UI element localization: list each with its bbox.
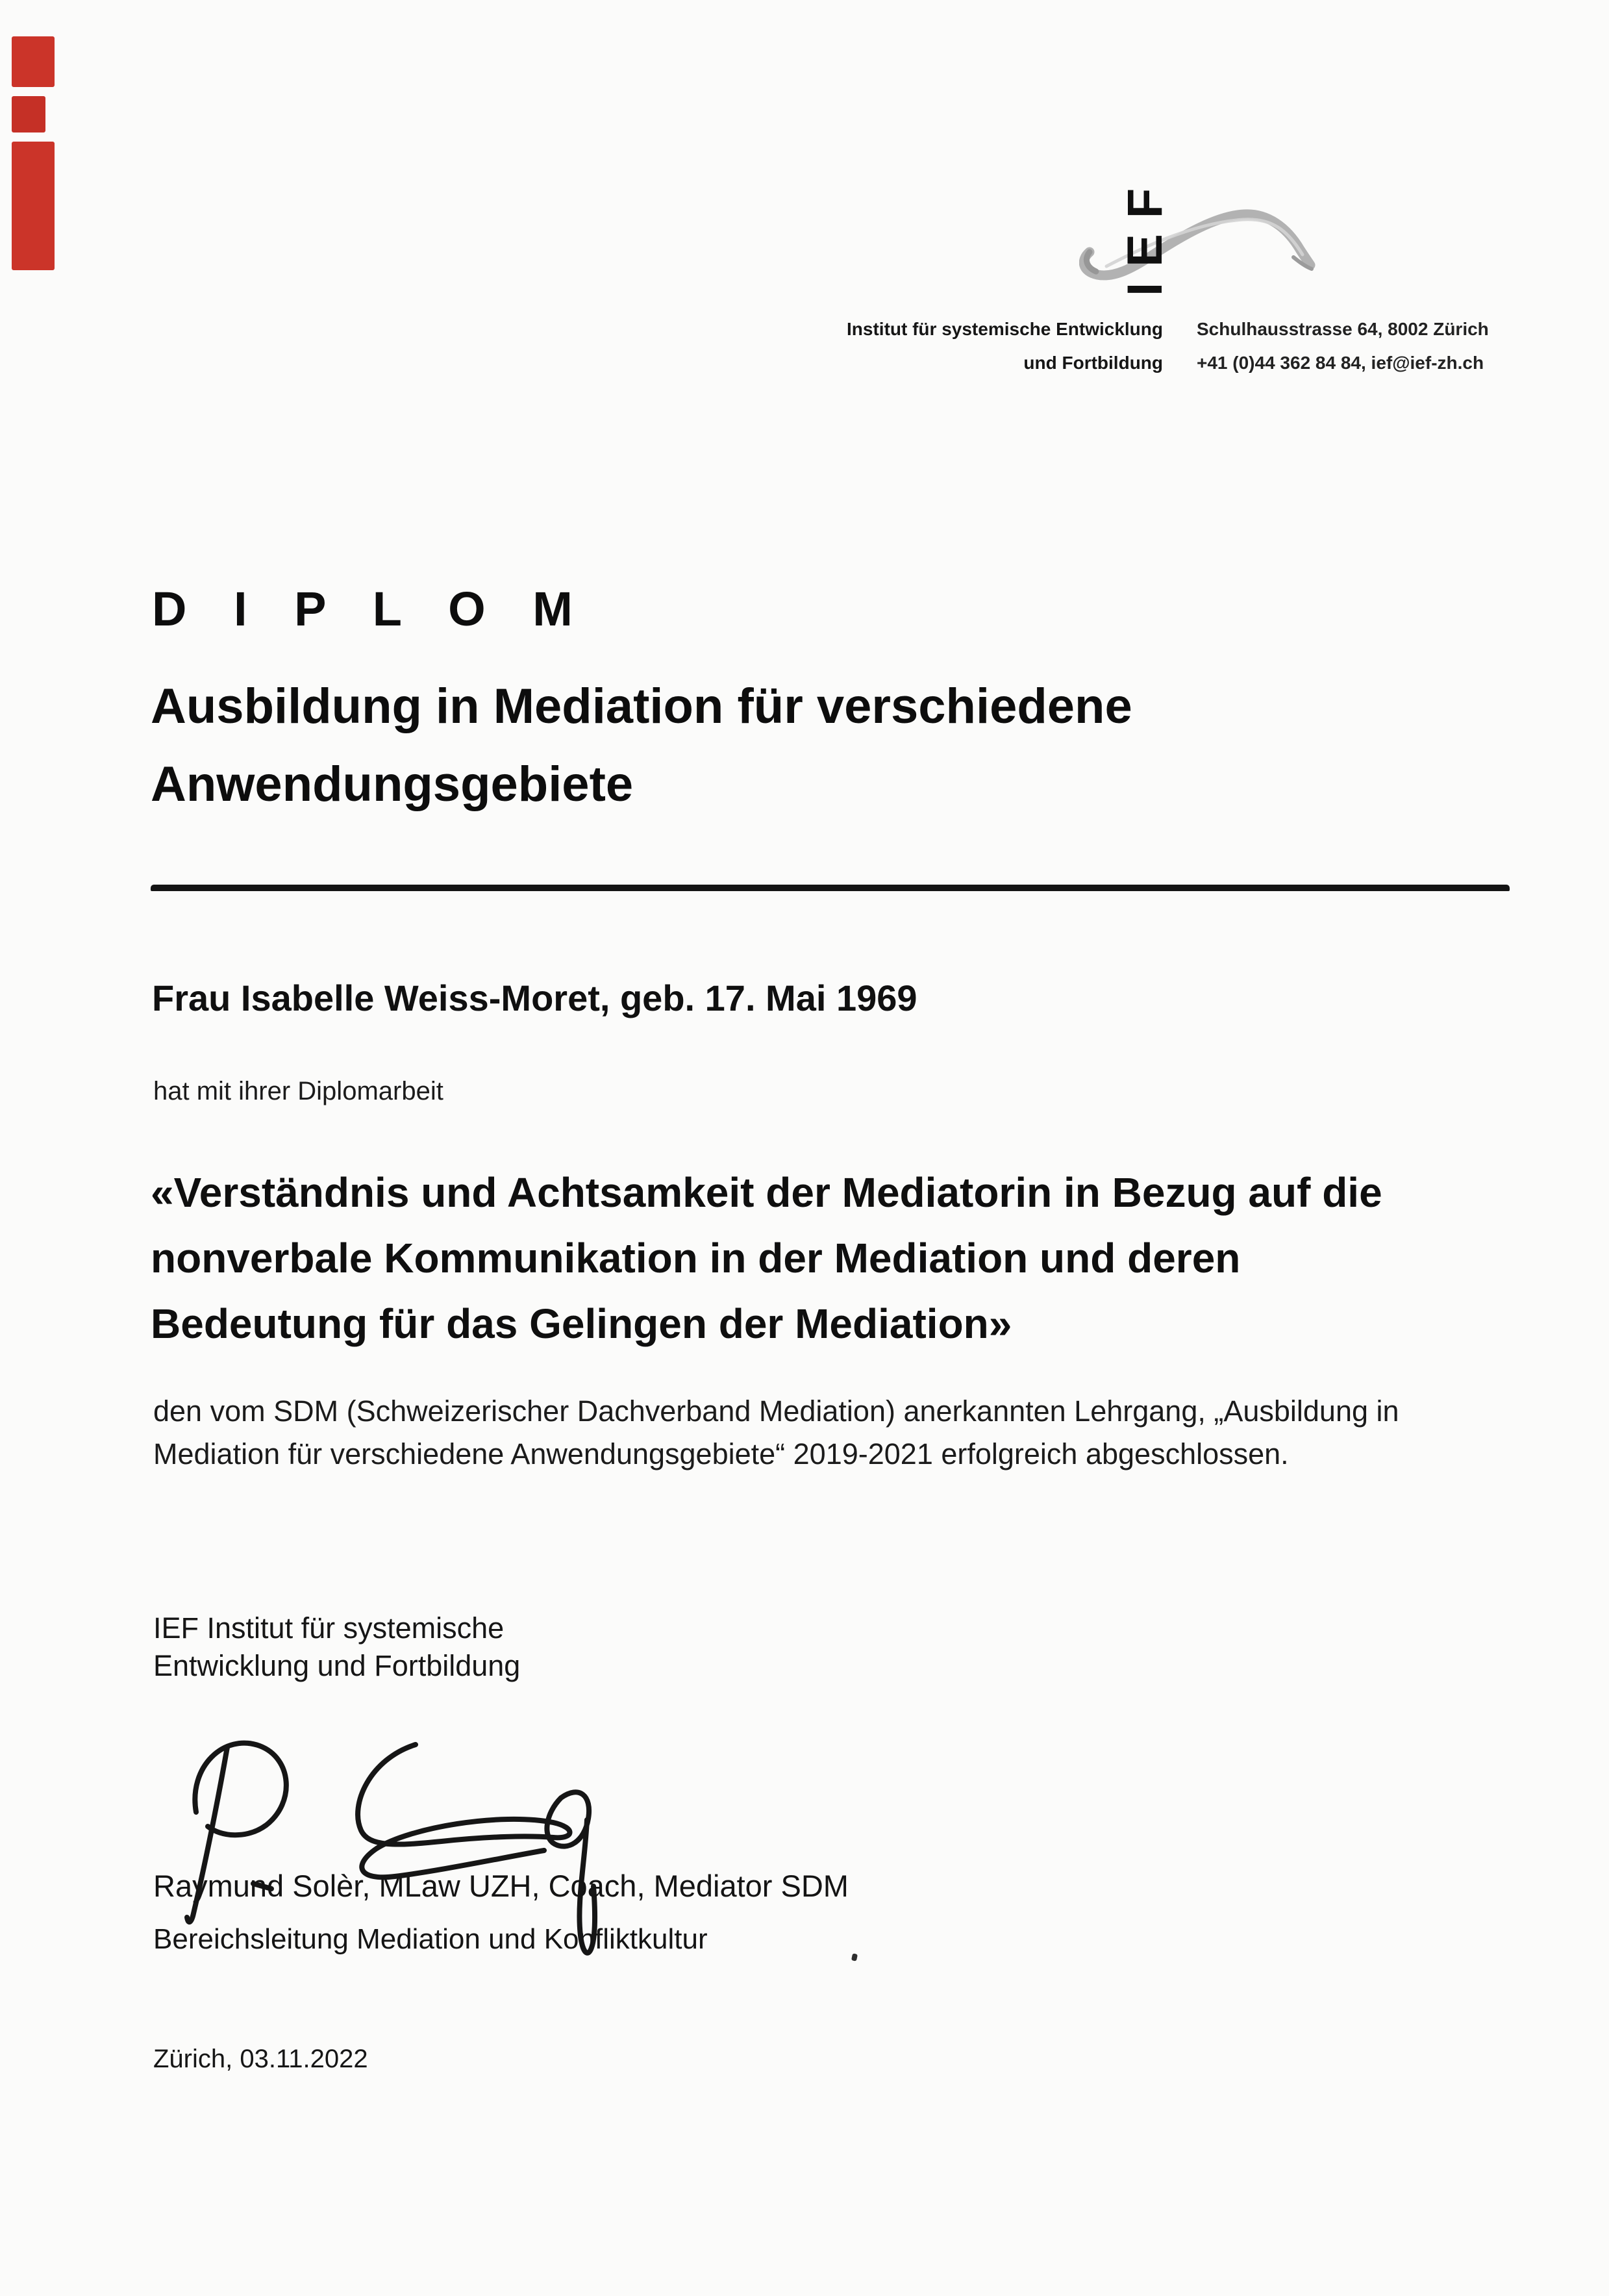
thesis-intro: hat mit ihrer Diplomarbeit [153, 1077, 443, 1105]
stray-ink-dot [851, 1953, 858, 1961]
signer-org-line2: Entwicklung und Fortbildung [153, 1649, 521, 1682]
thesis-title-line2: nonverbale Kommunikation in der Mediation und deren [151, 1235, 1241, 1281]
institute-name-line2: und Fortbildung [1023, 353, 1163, 373]
signer-role: Bereichsleitung Mediation und Konfliktkultur [153, 1923, 708, 1955]
course-title [151, 668, 1132, 824]
institute-address-block [1197, 312, 1489, 380]
recipient-name: Frau Isabelle Weiss-Moret, geb. 17. Mai 1969 [152, 978, 917, 1018]
signer-name-title: Raymund Solèr, MLaw UZH, Coach, Mediator SDM [153, 1869, 849, 1903]
place-date: Zürich, 03.11.2022 [153, 2045, 368, 2073]
course-title-line2: Anwendungsgebiete [151, 757, 634, 812]
institute-name-line1: Institut für systemische Entwicklung [847, 319, 1163, 339]
institute-address-line1: Schulhausstrasse 64, 8002 Zürich [1197, 319, 1489, 339]
institute-address-line2: +41 (0)44 362 84 84, ief@ief-zh.ch [1197, 353, 1484, 373]
signer-org-line1: IEF Institut für systemische [153, 1611, 505, 1645]
red-mark-3 [12, 142, 55, 270]
course-title-line1: Ausbildung in Mediation für verschiedene [151, 679, 1132, 734]
thesis-title-line1: «Verständnis und Achtsamkeit der Mediatorin in Bezug auf die [151, 1169, 1382, 1216]
institute-name-block [741, 312, 1163, 380]
red-mark-1 [12, 36, 55, 87]
thesis-title-line3: Bedeutung für das Gelingen der Mediation» [151, 1300, 1012, 1347]
completion-line1: den vom SDM (Schweizerischer Dachverband Mediation) anerkannten Lehrgang, „Ausbildung in [153, 1394, 1399, 1428]
diplom-kicker: D I P L O M [152, 582, 590, 636]
ief-logo-text: IEF [1117, 172, 1173, 296]
horizontal-rule [151, 885, 1510, 891]
brush-swoosh-icon [1079, 201, 1317, 284]
signer-organisation [153, 1609, 520, 1685]
thesis-title [151, 1160, 1382, 1357]
completion-statement [153, 1390, 1399, 1476]
completion-line2: Mediation für verschiedene Anwendungsgebiete“ 2019-2021 erfolgreich abgeschlossen. [153, 1437, 1289, 1470]
red-mark-2 [12, 96, 45, 132]
